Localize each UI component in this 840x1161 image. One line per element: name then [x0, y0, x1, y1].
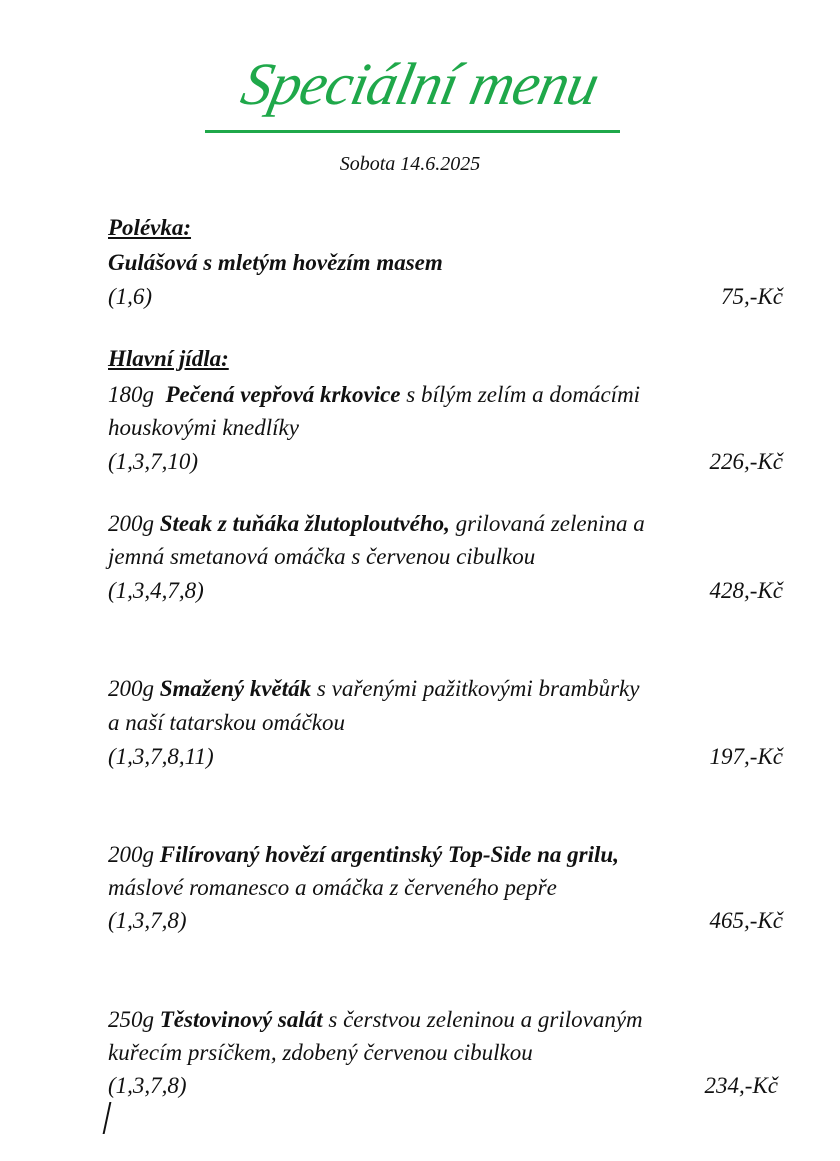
dish-price: 465,-Kč [709, 908, 783, 933]
soup-allergens: (1,6) [108, 284, 153, 309]
dish-line-1 [108, 842, 619, 868]
dish-line-1 [108, 1007, 643, 1033]
dish-name: Těstovinový salát [159, 1007, 323, 1032]
dish-weight: 200g [108, 842, 154, 867]
dish-price: 234,-Kč [704, 1073, 778, 1098]
dish-line-2: jemná smetanová omáčka s červenou cibulkou [108, 544, 536, 569]
menu-date: Sobota 14.6.2025 [339, 153, 481, 175]
dish-line-1 [108, 382, 640, 408]
dish-desc: grilovaná zelenina a [449, 511, 645, 536]
title-underline [205, 130, 620, 133]
dish-price: 428,-Kč [709, 578, 783, 603]
soup-name [108, 250, 443, 276]
soup-price: 75,-Kč [721, 284, 783, 309]
dish-price: 197,-Kč [709, 744, 783, 769]
dish-desc: s čerstvou zeleninou a grilovaným [322, 1007, 643, 1032]
soup-name-text: Gulášová s mletým hovězím masem [108, 250, 443, 275]
dish-allergens: (1,3,7,8) [108, 1073, 187, 1098]
dish-weight: 250g [108, 1007, 154, 1032]
dish-line-2: a naší tatarskou omáčkou [108, 710, 346, 735]
mains-heading: Hlavní jídla: [108, 346, 229, 371]
dish-line-1 [108, 511, 645, 537]
text-cursor [103, 1102, 112, 1134]
dish-allergens: (1,3,7,8) [108, 908, 187, 933]
dish-line-2: houskovými knedlíky [108, 415, 299, 440]
dish-name: Filírovaný hovězí argentinský Top-Side na grilu, [159, 842, 619, 867]
dish-allergens: (1,3,7,10) [108, 449, 199, 474]
dish-desc: s vařenými pažitkovými brambůrky [311, 676, 640, 701]
menu-title: Speciální menu [235, 51, 605, 117]
dish-desc: s bílým zelím a domácími [400, 382, 641, 407]
dish-line-2: kuřecím prsíčkem, zdobený červenou cibulkou [108, 1040, 533, 1065]
dish-allergens: (1,3,4,7,8) [108, 578, 204, 603]
soup-heading: Polévka: [108, 215, 192, 240]
dish-name: Pečená vepřová krkovice [165, 382, 401, 407]
dish-price: 226,-Kč [709, 449, 783, 474]
dish-allergens: (1,3,7,8,11) [108, 744, 214, 769]
dish-weight: 200g [108, 511, 154, 536]
dish-weight: 200g [108, 676, 154, 701]
dish-line-1 [108, 676, 639, 702]
dish-weight: 180g [108, 382, 154, 407]
dish-name: Steak z tuňáka žlutoploutvého, [159, 511, 450, 536]
dish-line-2: máslové romanesco a omáčka z červeného pepře [108, 875, 557, 900]
dish-name: Smažený květák [159, 676, 312, 701]
